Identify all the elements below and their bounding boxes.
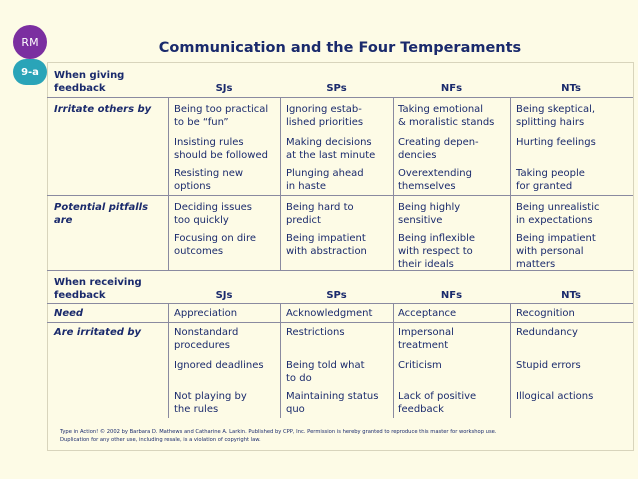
column-divider [168,303,169,418]
row-label-irritate: Irritate others by [54,104,152,115]
column-header-nf: NFs [440,290,463,301]
cell-irritate-sj-1: Being too practical to be “fun” [174,104,269,128]
rm-badge: RM [13,25,47,59]
cell-irritate-nf-1: Taking emotional & moralistic stands [398,104,495,128]
column-divider [393,303,394,418]
cell-irritate-nt-3: Taking people for granted [516,168,585,192]
cell-pitfall-nt-2: Being impatient with personal matters [516,233,596,270]
cell-irritate-nt-2: Hurting feelings [516,137,596,148]
section-label-giving: When giving feedback [54,70,125,94]
column-divider [510,303,511,418]
cell-irritate-nt-1: Being skeptical, splitting hairs [516,104,596,128]
cell-need-sp: Acknowledgment [286,308,373,319]
cell-irritated-sj-1: Nonstandard procedures [174,327,239,351]
page-title: Communication and the Four Temperaments [158,40,522,56]
cell-irritate-nf-3: Overextending themselves [398,168,472,192]
cell-irritated-sp-3: Maintaining status quo [286,391,379,415]
column-header-sp: SPs [326,83,347,94]
cell-irritated-nf-1: Impersonal treatment [398,327,454,351]
row-label-irritated-by: Are irritated by [54,327,142,338]
cell-pitfall-nf-2: Being inflexible with respect to their ideals [398,233,476,270]
column-header-sj: SJs [215,290,233,301]
column-header-sp: SPs [326,290,347,301]
cell-pitfall-sj-1: Deciding issues too quickly [174,202,253,226]
column-header-nt: NTs [561,83,581,94]
column-divider [393,97,394,270]
divider [47,322,633,323]
cell-irritate-sj-3: Resisting new options [174,168,244,192]
cell-pitfall-nf-1: Being highly sensitive [398,202,461,226]
cell-irritate-sp-2: Making decisions at the last minute [286,137,376,161]
cell-irritate-nf-2: Creating depen- dencies [398,137,479,161]
cell-pitfall-nt-1: Being unrealistic in expectations [516,202,600,226]
row-label-need: Need [54,308,84,319]
column-header-nf: NFs [440,83,463,94]
cell-irritated-nt-3: Illogical actions [516,391,594,402]
divider [47,195,633,196]
column-header-sj: SJs [215,83,233,94]
section-label-receiving: When receiving feedback [54,277,142,301]
column-divider [168,97,169,270]
cell-irritate-sp-1: Ignoring estab- lished priorities [286,104,364,128]
cell-irritate-sj-2: Insisting rules should be followed [174,137,268,161]
column-header-nt: NTs [561,290,581,301]
cell-need-nf: Acceptance [398,308,457,319]
cell-irritated-sp-2: Being told what to do [286,360,365,384]
row-label-pitfalls: Potential pitfalls are [54,202,149,226]
column-divider [510,97,511,270]
cell-irritated-sj-3: Not playing by the rules [174,391,247,415]
cell-irritated-nf-3: Lack of positive feedback [398,391,477,415]
column-divider [280,303,281,418]
cell-pitfall-sp-1: Being hard to predict [286,202,354,226]
cell-irritated-nf-2: Criticism [398,360,442,371]
cell-need-sj: Appreciation [174,308,238,319]
cell-need-nt: Recognition [516,308,575,319]
page-code-badge: 9-a [13,59,47,85]
cell-irritated-sj-2: Ignored deadlines [174,360,264,371]
cell-irritated-nt-2: Stupid errors [516,360,581,371]
column-divider [280,97,281,270]
cell-irritated-sp-1: Restrictions [286,327,345,338]
divider [47,303,633,304]
cell-irritated-nt-1: Redundancy [516,327,578,338]
cell-irritate-sp-3: Plunging ahead in haste [286,168,364,192]
cell-pitfall-sp-2: Being impatient with abstraction [286,233,367,257]
cell-pitfall-sj-2: Focusing on dire outcomes [174,233,257,257]
copyright-footer: Type in Action! © 2002 by Barbara D. Mathews and Catharine A. Larkin. Published by CPP, Inc. Permission is hereby granted to reproduce this master for workshop use. Duplication for any other use, including resale, is a violation of copyright law. [60,429,497,443]
divider [47,97,633,98]
